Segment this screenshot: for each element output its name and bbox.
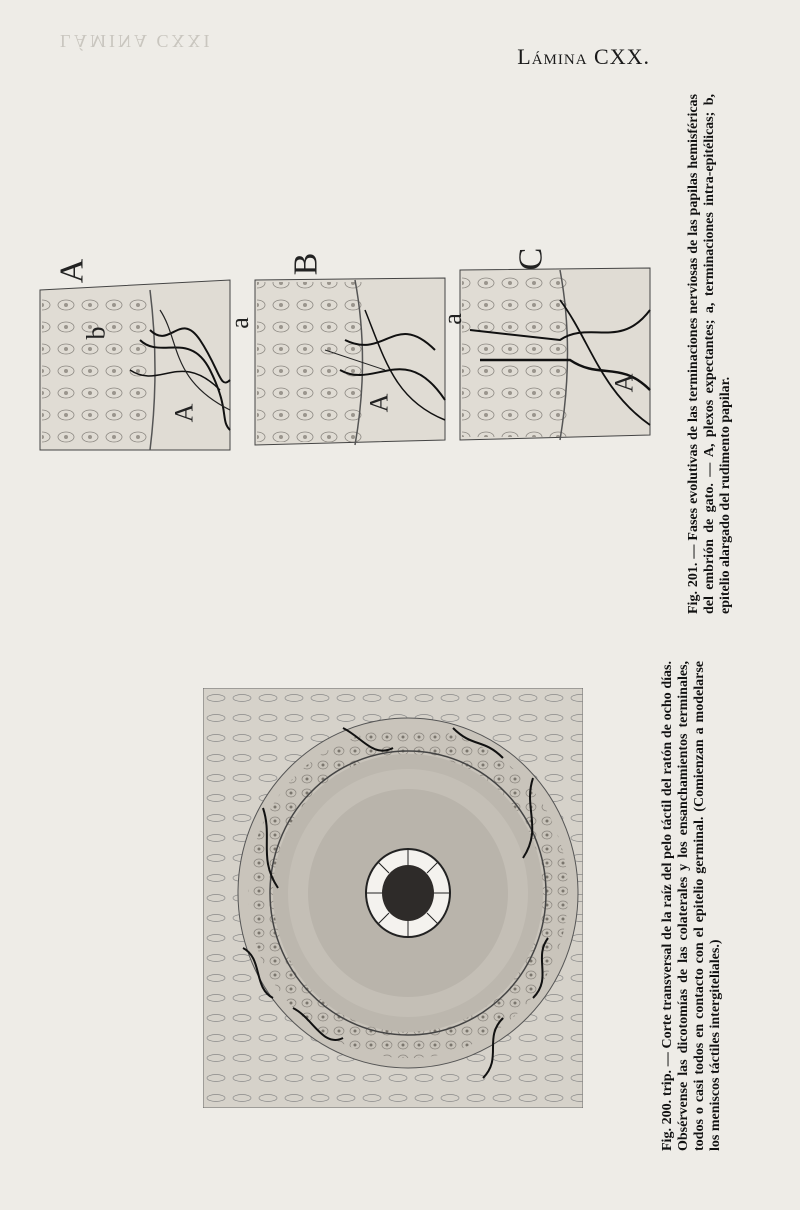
label-b-epithelium: b <box>81 326 111 340</box>
panel-b <box>255 278 445 445</box>
panel-label-c: C <box>512 247 550 271</box>
label-a-terminal-1: a <box>224 317 254 329</box>
panel-label-b: B <box>287 252 325 276</box>
figure-200-illustration <box>203 688 583 1108</box>
figure-201-illustration <box>30 247 660 460</box>
figure-201-caption: Fig. 201. — Fases evolutivas de las terminaciones nerviosas de las papilas hemisféricas del embrión de gato. — A, plexos expectantes; a, terminaciones intra-epitélicas; b, epitelio alargado del rudimento papilar. <box>686 94 733 614</box>
plate-title: Lámina CXX. <box>517 44 650 69</box>
panel-c <box>460 268 650 440</box>
label-a-plexus-3: A <box>609 373 639 393</box>
label-a-plexus-2: A <box>364 393 394 413</box>
panel-a <box>40 280 230 450</box>
figure-200-caption: Fig. 200. trip. — Corte transversal de la raíz del pelo táctil del ratón de ocho días. Obsérvense las dicotomías de las colaterales y los ensanchamientos terminales, todos o casi todos en contacto con el epitelio germinal. (Comienzan a modelarse los meniscos táctiles intergiteliales.) <box>660 661 723 1151</box>
panel-label-a: A <box>53 258 91 284</box>
label-a-terminal-2: a <box>437 313 467 325</box>
bleed-through-text: LÁMINA CXXI <box>60 31 213 51</box>
label-a-plexus-1: A <box>169 403 199 423</box>
